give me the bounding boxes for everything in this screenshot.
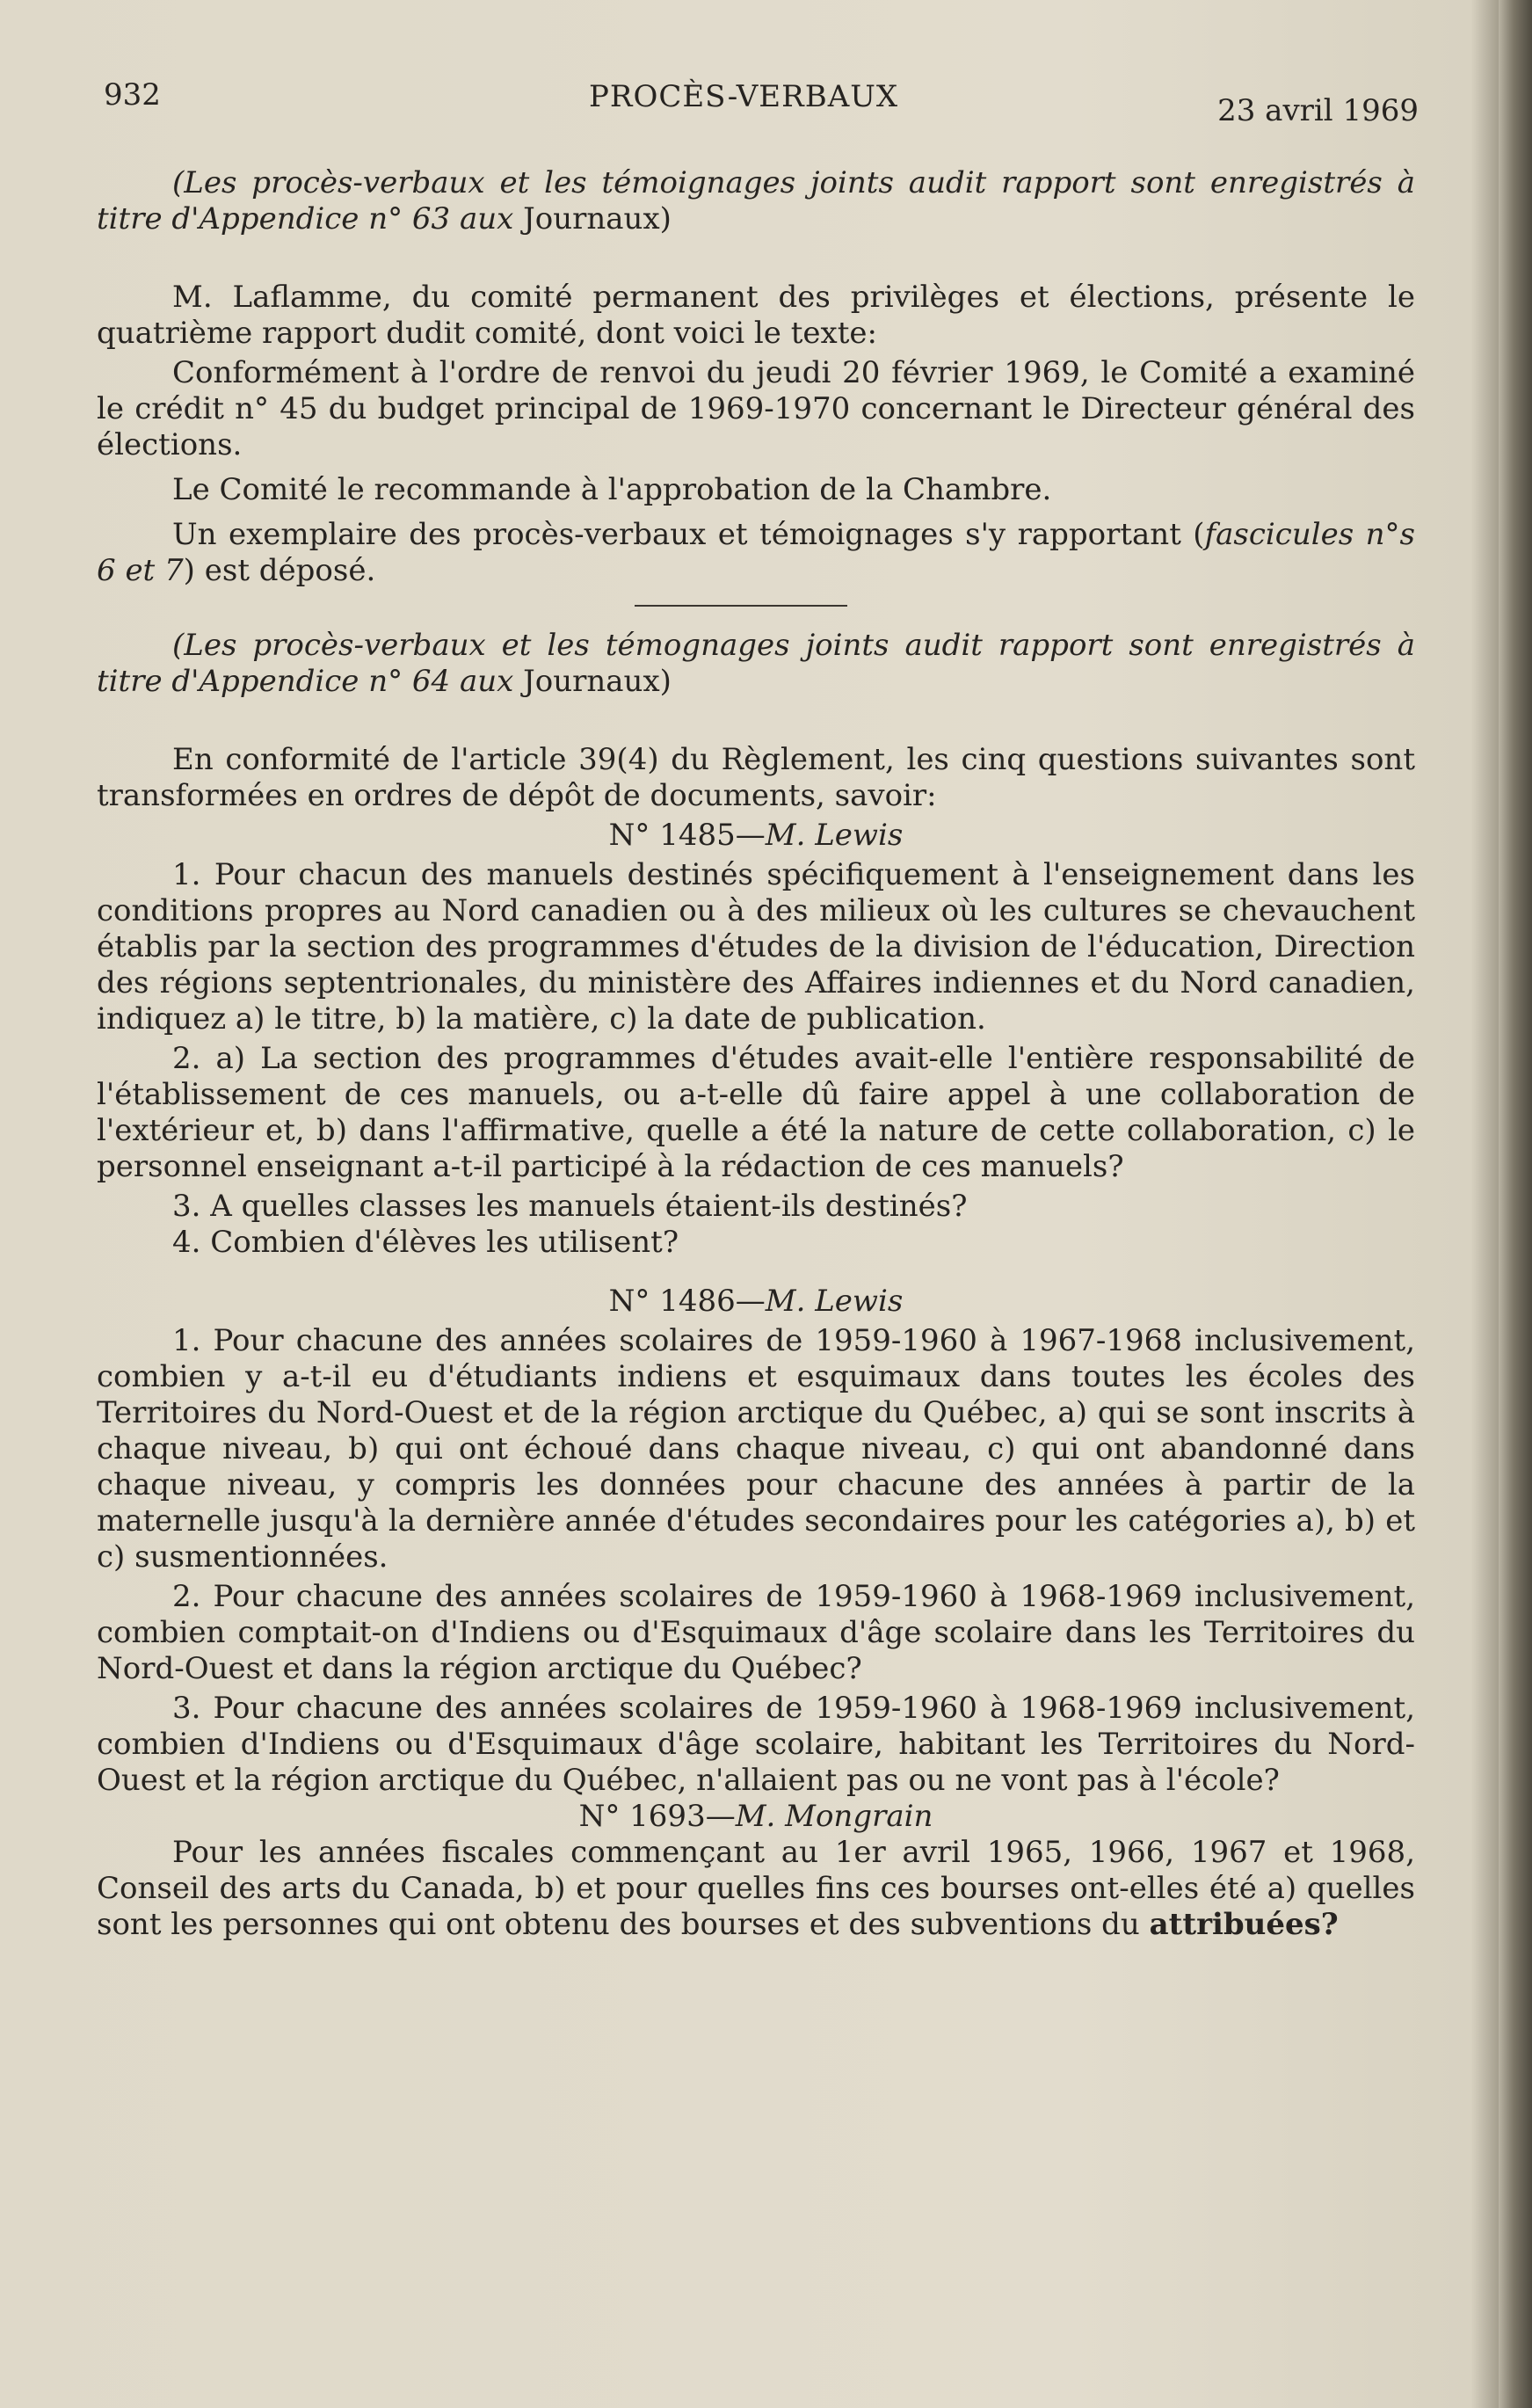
question-1693-last-word: attribuées? — [1149, 1907, 1339, 1942]
question-1485-item-2: 2. a) La section des programmes d'études avait-elle l'entière responsabilité de l'établissement de ces manuels, ou a-t-elle dû faire appel à une collaboration de l'extérieur et, b) dans l'affirmative, quelle a été la nature de cette collaboration, c) le personnel enseignant a-t-il participé à la rédaction de ces manuels? — [97, 1041, 1415, 1184]
report-paragraph-3-start: Un exemplaire des procès-verbaux et témoignages s'y rapportant ( — [172, 517, 1205, 552]
appendix-64-italic: (Les procès-verbaux et les témognages joints audit rapport sont enregistrés à titre d'Appendice n° 64 aux — [97, 628, 1415, 699]
page-content — [97, 77, 1419, 1943]
report-paragraph-3 — [97, 517, 1415, 589]
header-date: 23 avril 1969 — [1217, 93, 1419, 128]
running-header — [97, 77, 1419, 139]
question-1485-member: M. Lewis — [765, 818, 904, 853]
report-paragraph-3-end: ) est déposé. — [183, 553, 376, 588]
page-number: 932 — [104, 77, 161, 113]
appendix-63-italic: (Les procès-verbaux et les témoignages joints audit rapport sont enregistrés à titre d'Appendice n° 63 aux — [97, 165, 1415, 236]
question-1693-member: M. Mongrain — [735, 1799, 933, 1834]
question-1486-member: M. Lewis — [765, 1284, 904, 1319]
question-1693-body: Pour les années fiscales commençant au 1er avril 1965, 1966, 1967 et 1968, Conseil des arts du Canada, b) et pour quelles fins ces bourses ont-elles été a) quelles sont les personnes qui ont obtenu des bourses et des subventions du — [97, 1835, 1415, 1942]
appendix-63-roman: Journaux) — [523, 201, 672, 236]
report-paragraph-2: Le Comité le recommande à l'approbation de la Chambre. — [172, 472, 1052, 507]
question-1486-item-2: 2. Pour chacune des années scolaires de 1959-1960 à 1968-1969 inclusivement, combien comptait-on d'Indiens ou d'Esquimaux d'âge scolaire dans les Territoires du Nord-Ouest et dans la région arctique du Québec? — [97, 1579, 1415, 1686]
appendix-63-note — [97, 165, 1415, 237]
question-1693-text — [97, 1835, 1415, 1943]
section-divider — [635, 605, 847, 607]
question-1485-item-3: 3. A quelles classes les manuels étaient-ils destinés? — [172, 1189, 968, 1224]
header-title: PROCÈS-VERBAUX — [589, 79, 899, 114]
questions-intro: En conformité de l'article 39(4) du Règlement, les cinq questions suivantes sont transformées en ordres de dépôt de documents, savoir: — [97, 742, 1415, 813]
appendix-64-note — [97, 628, 1415, 700]
question-1486-item-3: 3. Pour chacune des années scolaires de 1959-1960 à 1968-1969 inclusivement, combien d'Indiens ou d'Esquimaux d'âge scolaire, habitant les Territoires du Nord-Ouest et la région arctique du Québec, n'allaient pas ou ne vont pas à l'école? — [97, 1691, 1415, 1798]
book-spine-shadow — [1499, 0, 1532, 2408]
question-1486-number: N° 1486— — [608, 1284, 766, 1319]
question-1486-item-1: 1. Pour chacune des années scolaires de 1959-1960 à 1967-1968 inclusivement, combien y a-t-il eu d'étudiants indiens et esquimaux dans toutes les écoles des Territoires du Nord-Ouest et de la région arctique du Québec, a) qui se sont inscrits à chaque niveau, b) qui ont échoué dans chaque niveau, c) qui ont abandonné dans chaque niveau, y compris les données pour chacune des années à partir de la maternelle jusqu'à la dernière année d'études secondaires pour les catégories a), b) et c) susmentionnées. — [97, 1323, 1415, 1575]
question-1485-item-1: 1. Pour chacun des manuels destinés spécifiquement à l'enseignement dans les conditions propres au Nord canadien ou à des milieux où les cultures se chevauchent établis par la section des programmes d'études de la division de l'éducation, Direction des régions septentrionales, du ministère des Affaires indiennes et du Nord canadien, indiquez a) le titre, b) la matière, c) la date de publication. — [97, 857, 1415, 1037]
question-1485-item-4: 4. Combien d'élèves les utilisent? — [172, 1225, 679, 1260]
question-1486-heading — [97, 1284, 1415, 1320]
question-1485-heading — [97, 818, 1415, 854]
report-paragraph-3-italic: fascicules n°s 6 et 7 — [97, 517, 1415, 588]
question-1693-number: N° 1693— — [578, 1799, 736, 1834]
report-paragraph-1: Conformément à l'ordre de renvoi du jeudi 20 février 1969, le Comité a examiné le crédit n° 45 du budget principal de 1969-1970 concernant le Directeur général des élections. — [97, 355, 1415, 462]
question-1693-heading — [97, 1799, 1415, 1835]
report-intro: M. Laflamme, du comité permanent des privilèges et élections, présente le quatrième rapport dudit comité, dont voici le texte: — [97, 280, 1415, 351]
question-1485-number: N° 1485— — [608, 818, 766, 853]
appendix-64-roman: Journaux) — [523, 664, 672, 699]
